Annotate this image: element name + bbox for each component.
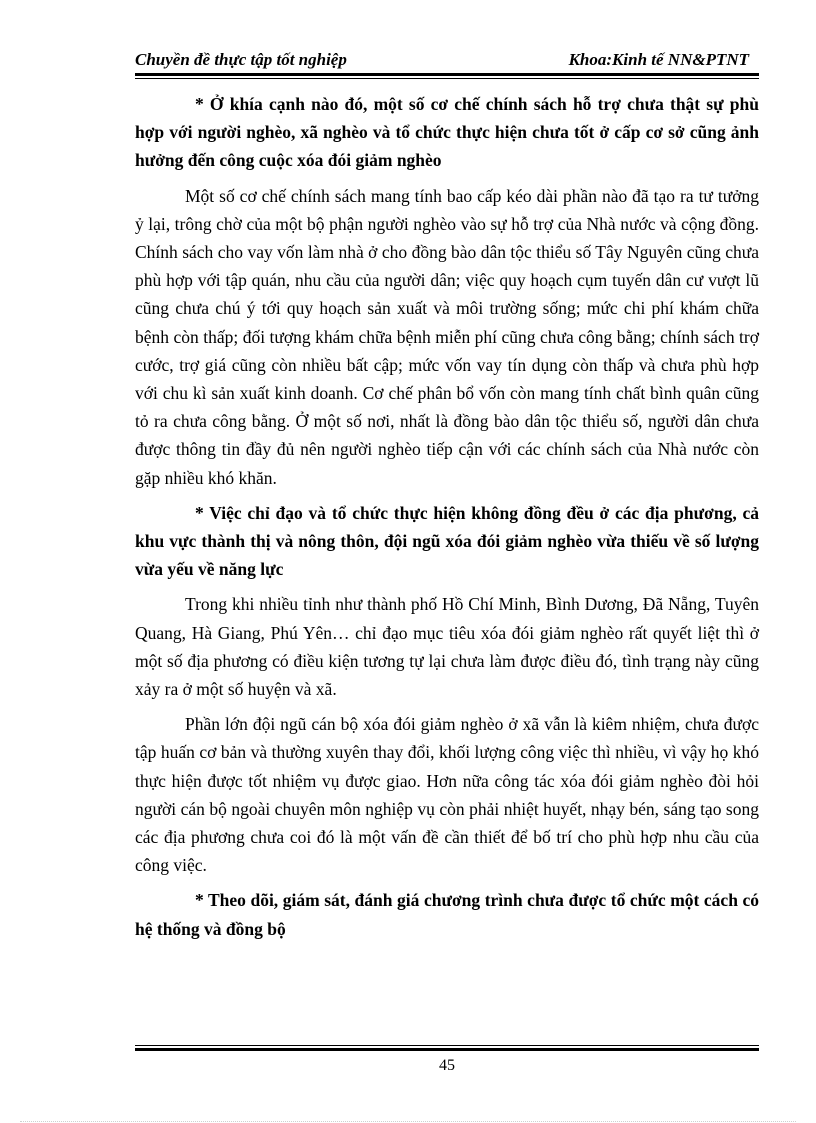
page-number: 45: [439, 1057, 455, 1074]
paragraph-1: Một số cơ chế chính sách mang tính bao cấp kéo dài phần nào đã tạo ra tư tưởng ỷ lại, trông chờ của một bộ phận người nghèo vào sự hỗ trợ của Nhà nước và cộng đồng. Chính sách cho vay vốn làm nhà ở cho đồng bào dân tộc thiểu số Tây Nguyên cũng chưa phù hợp với tập quán, nhu cầu của người dân; việc quy hoạch cụm tuyến dân cư vượt lũ cũng chưa chú ý tới quy hoạch sản xuất và môi trường sống; mức chi phí khám chữa bệnh còn thấp; đối tượng khám chữa bệnh miễn phí cũng chưa công bằng; chính sách trợ cước, trợ giá cũng còn nhiều bất cập; mức vốn vay tín dụng còn thấp và chưa phù hợp với chu kì sản xuất kinh doanh. Cơ chế phân bổ vốn còn mang tính chất bình quân cũng tỏ ra chưa công bằng. Ở một số nơi, nhất là đồng bào dân tộc thiểu số, người dân chưa được thông tin đầy đủ nên người nghèo tiếp cận với các chính sách của Nhà nước còn gặp nhiều khó khăn.: [135, 185, 759, 488]
paragraph-3: Phần lớn đội ngũ cán bộ xóa đói giảm nghèo ở xã vẫn là kiêm nhiệm, chưa được tập huấn cơ bản và thường xuyên thay đổi, khối lượng công việc thì nhiều, vì vậy họ khó thực hiện được tốt nhiệm vụ được giao. Hơn nữa công tác xóa đói giảm nghèo đòi hỏi người cán bộ ngoài chuyên môn nghiệp vụ còn phải nhiệt huyết, nhạy bén, sáng tạo song các địa phương chưa coi đó là một vấn đề cần thiết để bố trí cho phù hợp nhu cầu của công việc.: [135, 714, 759, 876]
header-faculty: Khoa:Kinh tế NN&PTNT: [568, 50, 749, 69]
paragraph-2: Trong khi nhiều tỉnh như thành phố Hồ Chí Minh, Bình Dương, Đã Nẵng, Tuyên Quang, Hà Giang, Phú Yên… chỉ đạo mục tiêu xóa đói giảm nghèo rất quyết liệt thì ở một số địa phương có điều kiện tương tự lại chưa làm được điều đó, tình trạng này cũng xảy ra ở một số huyện và xã.: [135, 594, 759, 700]
section-heading-2: * Việc chỉ đạo và tổ chức thực hiện không đồng đều ở các địa phương, cả khu vực thành thị và nông thôn, đội ngũ xóa đói giảm nghèo vừa thiếu về số lượng vừa yếu về năng lực: [135, 502, 759, 580]
header-course-title: Chuyền đề thực tập tốt nghiệp: [135, 50, 347, 69]
header-rule-thin: [135, 78, 759, 79]
footer-rule-thin: [135, 1045, 759, 1046]
section-heading-1: * Ở khía cạnh nào đó, một số cơ chế chính sách hỗ trợ chưa thật sự phù hợp với người nghèo, xã nghèo và tổ chức thực hiện chưa tốt ở cấp cơ sở cũng ảnh hưởng đến công cuộc xóa đói giảm nghèo: [135, 94, 759, 171]
section-heading-3: * Theo dõi, giám sát, đánh giá chương trình chưa được tổ chức một cách có hệ thống và đồng bộ: [135, 890, 759, 939]
footer-rule-thick: [135, 1048, 759, 1051]
page-header: [135, 48, 759, 72]
page-body: [135, 90, 759, 950]
header-rule-thick: [135, 73, 759, 76]
page-edge-line: [20, 1121, 796, 1122]
